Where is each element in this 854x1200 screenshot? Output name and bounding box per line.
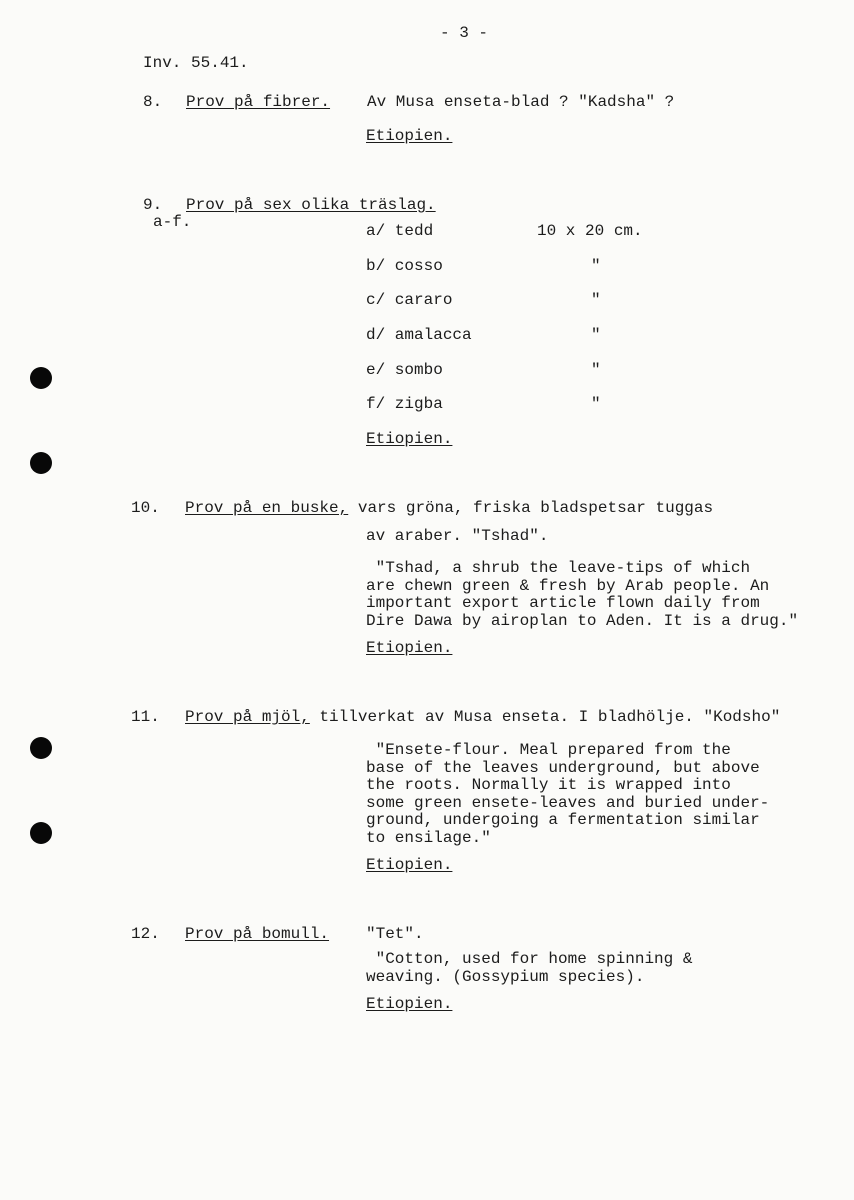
inventory-number: Inv. 55.41. xyxy=(143,54,249,72)
ditto-mark: " xyxy=(591,291,601,309)
punch-hole xyxy=(30,822,52,844)
entry-11-note xyxy=(366,742,769,847)
note-line: weaving. (Gossypium species). xyxy=(366,967,645,986)
entry-10-description-cont: av araber. "Tshad". xyxy=(366,527,549,545)
note-line: important export article flown daily from xyxy=(366,594,760,612)
ditto-mark: " xyxy=(591,326,601,344)
entry-11-title: Prov på mjöl, xyxy=(185,708,310,726)
entry-9-number: 9. xyxy=(143,196,163,214)
entry-10-description: vars gröna, friska bladspetsar tuggas xyxy=(348,499,714,517)
note-line: to ensilage." xyxy=(366,828,491,847)
punch-hole xyxy=(30,367,52,389)
entry-10-title: Prov på en buske, xyxy=(185,499,349,517)
ditto-mark: " xyxy=(591,257,601,275)
entry-9-title: Prov på sex olika träslag. xyxy=(186,196,436,214)
note-line: ground, undergoing a fermentation similar xyxy=(366,811,760,829)
entry-10-note xyxy=(366,560,798,630)
entry-12-note xyxy=(366,951,692,986)
page-number: - 3 - xyxy=(440,24,489,42)
entry-11-number: 11. xyxy=(131,708,160,726)
entry-10-number: 10. xyxy=(131,499,160,517)
entry-9-subrange: a-f. xyxy=(153,213,192,231)
punch-hole xyxy=(30,452,52,474)
note-line: "Ensete-flour. Meal prepared from the xyxy=(366,741,731,759)
entry-11-origin: Etiopien. xyxy=(366,856,453,874)
note-line: the roots. Normally it is wrapped into xyxy=(366,776,731,794)
entry-11-heading xyxy=(185,708,780,726)
entry-12-title: Prov på bomull. xyxy=(185,925,330,943)
ditto-mark: " xyxy=(591,395,601,413)
entry-8-description: Av Musa enseta-blad ? "Kadsha" ? xyxy=(367,93,675,111)
entry-9-origin: Etiopien. xyxy=(366,430,453,448)
entry-8-origin: Etiopien. xyxy=(366,127,453,145)
entry-8-number: 8. xyxy=(143,93,163,111)
entry-10-heading xyxy=(185,499,713,517)
entry-12-description: "Tet". xyxy=(366,925,424,943)
entry-12-origin: Etiopien. xyxy=(366,995,453,1013)
wood-item-label: e/ sombo xyxy=(366,361,443,379)
punch-hole xyxy=(30,737,52,759)
note-line: Dire Dawa by airoplan to Aden. It is a drug." xyxy=(366,611,799,630)
wood-item-label: c/ cararo xyxy=(366,291,453,309)
note-line: base of the leaves underground, but above xyxy=(366,758,760,777)
entry-12-number: 12. xyxy=(131,925,160,943)
entry-8-title: Prov på fibrer. xyxy=(186,93,331,111)
note-line: "Tshad, a shrub the leave-tips of which xyxy=(366,559,751,577)
wood-item-label: f/ zigba xyxy=(366,395,443,413)
note-line: some green ensete-leaves and buried under- xyxy=(366,793,770,812)
wood-item-label: b/ cosso xyxy=(366,257,443,275)
wood-item-label: d/ amalacca xyxy=(366,326,472,344)
entry-11-description: tillverkat av Musa enseta. I bladhölje. "Kodsho" xyxy=(309,708,781,726)
note-line: "Cotton, used for home spinning & xyxy=(366,950,693,968)
ditto-mark: " xyxy=(591,361,601,379)
note-line: are chewn green & fresh by Arab people. An xyxy=(366,576,770,595)
entry-9-size: 10 x 20 cm. xyxy=(537,222,643,240)
wood-item-label: a/ tedd xyxy=(366,222,434,240)
entry-10-origin: Etiopien. xyxy=(366,639,453,657)
